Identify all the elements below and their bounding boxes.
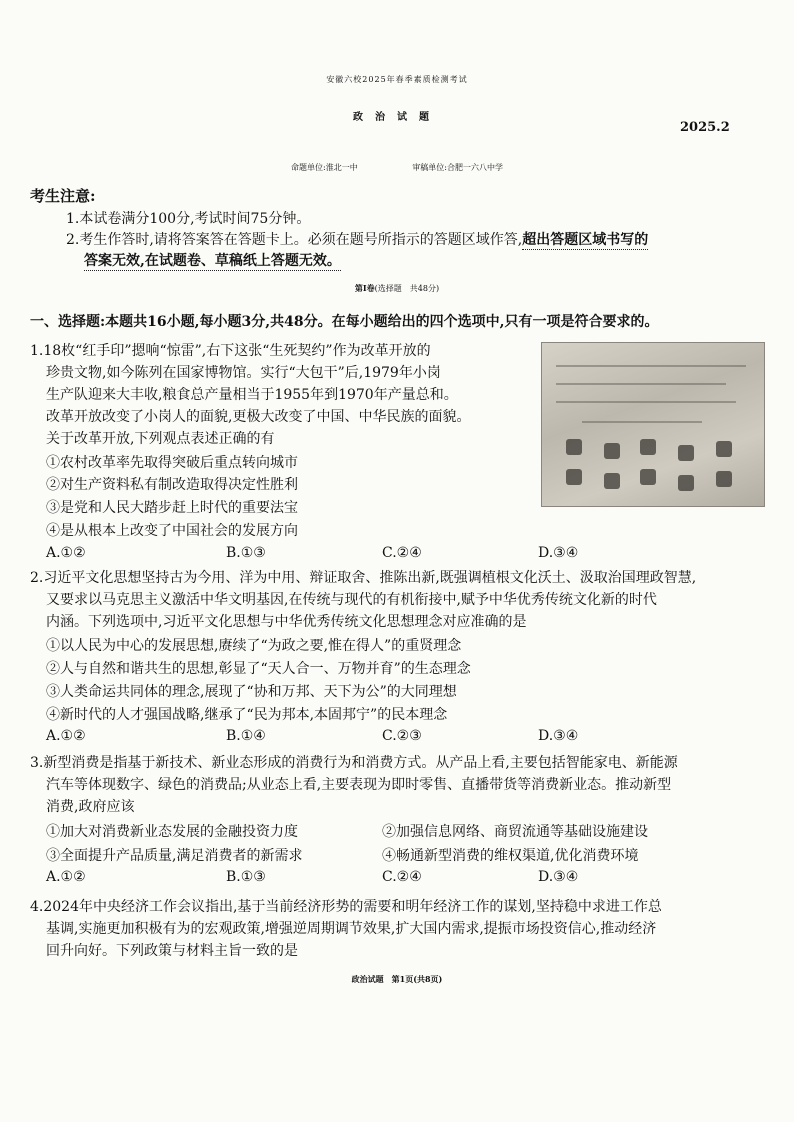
question-2-statement-1: ①以人民为中心的发展思想,赓续了“为政之要,惟在得人”的重贤理念 (46, 638, 462, 654)
section-subtitle: (选择题 共48分) (374, 284, 440, 293)
notice-item-2-emphasis-cont: 答案无效,在试题卷、草稿纸上答题无效。 (84, 253, 341, 269)
question-1-choice-d: D.③④ (538, 545, 579, 561)
question-2-choice-c: C.②③ (382, 728, 422, 744)
question-1-choice-a: A.①② (46, 545, 86, 561)
section-label: 第Ⅰ卷 (354, 283, 375, 293)
subject-title: 政治试题 (353, 112, 441, 123)
question-4-line-2: 基调,实施更加积极有为的宏观政策,增强逆周期调节效果,扩大国内需求,提振市场投资信心,推动经济 (46, 921, 657, 937)
question-1-line-3: 生产队迎来大丰收,粮食总产量相当于1955年到1970年产量总和。 (46, 387, 458, 403)
question-2-line-1: 2.习近平文化思想坚持古为今用、洋为中用、辩证取舍、推陈出新,既强调植根文化沃土、汲取治国理政智慧, (30, 570, 697, 586)
reviewer-unit: 审稿单位:合肥一六八中学 (412, 163, 503, 172)
notice-heading: 考生注意: (30, 187, 96, 205)
question-2-statement-3: ③人类命运共同体的理念,展现了“协和万邦、天下为公”的大同理想 (46, 684, 457, 700)
section-title (0, 283, 794, 294)
question-1-choice-c: C.②④ (382, 545, 422, 561)
question-3-choice-c: C.②④ (382, 869, 422, 885)
question-1-statement-1: ①农村改革率先取得突破后重点转向城市 (46, 455, 298, 471)
question-1-statement-2: ②对生产资料私有制改造取得决定性胜利 (46, 477, 298, 493)
question-4-line-1: 4.2024年中央经济工作会议指出,基于当前经济形势的需要和明年经济工作的谋划,坚持稳中求进工作总 (30, 899, 662, 915)
question-2-choice-b: B.①④ (226, 728, 266, 744)
question-3-line-3: 消费,政府应该 (46, 799, 135, 815)
question-3-statement-1: ①加大对消费新业态发展的金融投资力度 (46, 824, 298, 840)
question-2-choice-d: D.③④ (538, 728, 579, 744)
notice-item-2-emphasis: 超出答题区域书写的 (522, 232, 649, 248)
section-instructions: 一、选择题:本题共16小题,每小题3分,共48分。在每小题给出的四个选项中,只有一项是符合要求的。 (30, 314, 659, 330)
question-1-choice-b: B.①③ (226, 545, 266, 561)
question-1-line-5: 关于改革开放,下列观点表述正确的有 (46, 431, 275, 447)
question-2-line-3: 内涵。下列选项中,习近平文化思想与中华优秀传统文化思想理念对应准确的是 (46, 614, 527, 630)
question-3-line-2: 汽车等体现数字、绿色的消费品;从业态上看,主要表现为即时零售、直播带货等消费新业态。推动新型 (46, 777, 672, 793)
question-1-line-2: 珍贵文物,如今陈列在国家博物馆。实行“大包干”后,1979年小岗 (46, 365, 441, 381)
question-1-line-4: 改革开放改变了小岗人的面貌,更极大改变了中国、中华民族的面貌。 (46, 409, 471, 425)
page-footer: 政治试题 第1页(共8页) (351, 974, 443, 984)
notice-item-2 (66, 229, 648, 249)
question-2-line-2: 又要求以马克思主义激活中华文明基因,在传统与现代的有机衔接中,赋予中华优秀传统文化新的时代 (46, 592, 657, 608)
question-1-line-1: 1.18枚“红手印”摁响“惊雷”,右下这张“生死契约”作为改革开放的 (30, 343, 431, 359)
question-1-statement-4: ④是从根本上改变了中国社会的发展方向 (46, 523, 298, 539)
notice-item-2-text: 2.考生作答时,请将答案答在答题卡上。必须在题号所指示的答题区域作答, (66, 232, 523, 248)
question-3-statement-3: ③全面提升产品质量,满足消费者的新需求 (46, 848, 303, 864)
notice-item-1: 1.本试卷满分100分,考试时间75分钟。 (66, 211, 311, 227)
question-3-statement-4: ④畅通新型消费的维权渠道,优化消费环境 (382, 848, 639, 864)
notice-item-2-cont (84, 250, 341, 270)
question-3-statement-2: ②加强信息网络、商贸流通等基础设施建设 (382, 824, 648, 840)
question-3-choice-a: A.①② (46, 869, 86, 885)
proposer-unit: 命题单位:淮北一中 (291, 163, 358, 172)
question-4-line-3: 回升向好。下列政策与材料主旨一致的是 (46, 943, 298, 959)
question-3-choice-b: B.①③ (226, 869, 266, 885)
question-3-line-1: 3.新型消费是指基于新技术、新业态形成的消费行为和消费方式。从产品上看,主要包括智能家电、新能源 (30, 755, 678, 771)
exam-title: 安徽六校2025年春季素质检测考试 (326, 75, 468, 84)
question-1-statement-3: ③是党和人民大踏步赶上时代的重要法宝 (46, 500, 298, 516)
question-2-statement-2: ②人与自然和谐共生的思想,彰显了“天人合一、万物并育”的生态理念 (46, 661, 471, 677)
question-2-statement-4: ④新时代的人才强国战略,继承了“民为邦本,本固邦宁”的民本理念 (46, 707, 448, 723)
question-3-choice-d: D.③④ (538, 869, 579, 885)
exam-date: 2025.2 (680, 120, 730, 135)
question-2-choice-a: A.①② (46, 728, 86, 744)
author-units (0, 162, 794, 173)
contract-photo (541, 342, 765, 507)
